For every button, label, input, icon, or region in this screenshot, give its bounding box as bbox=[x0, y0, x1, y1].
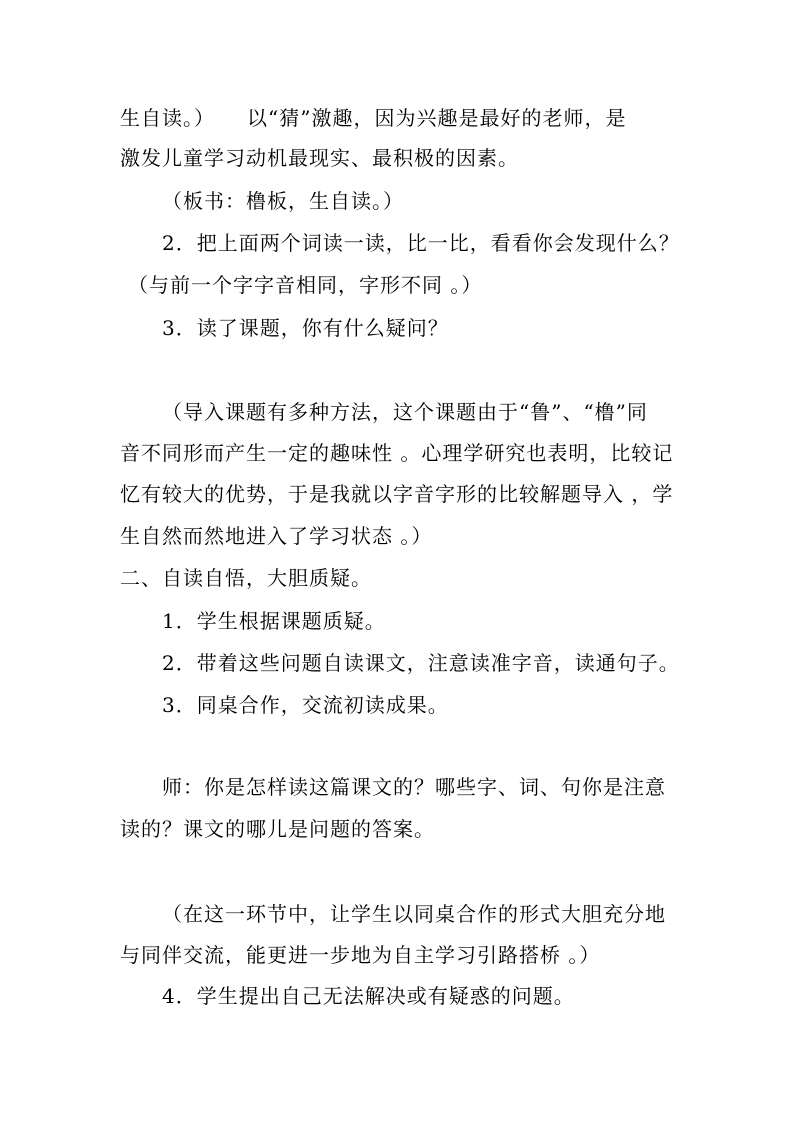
text-line: （导入课题有多种方法，这个课题由于“鲁”、“橹”同 bbox=[162, 400, 648, 424]
text-line: 师：你是怎样读这篇课文的？哪些字、词、句你是注意 bbox=[162, 775, 666, 799]
text-line: 2．带着这些问题自读课文，注意读准字音，读通句子。 bbox=[162, 651, 680, 675]
text-line: 3．同桌合作，交流初读成果。 bbox=[162, 693, 449, 717]
text-line: 激发儿童学习动机最现实、最积极的因素。 bbox=[120, 146, 519, 170]
text-line: （在这一环节中，让学生以同桌合作的形式大胆充分地 bbox=[162, 902, 666, 926]
section-heading: 二、自读自悟，大胆质疑。 bbox=[120, 566, 372, 590]
text-line: 4．学生提出自己无法解决或有疑惑的问题。 bbox=[162, 984, 575, 1008]
text-line: 音不同形而产生一定的趣味性 。心理学研究也表明，比较记 bbox=[120, 441, 674, 465]
text-line: 生自然而然地进入了学习状态 。） bbox=[120, 524, 433, 548]
text-line: 生自读。） 以“猜”激趣，因为兴趣是最好的老师，是 bbox=[120, 106, 627, 130]
text-line: 1．学生根据课题质疑。 bbox=[162, 609, 386, 633]
text-line: （与前一个字字音相同，字形不同 。） bbox=[128, 273, 483, 297]
text-line: 与同伴交流，能更进一步地为自主学习引路搭桥 。） bbox=[120, 943, 601, 967]
text-line: 读的？课文的哪儿是问题的答案。 bbox=[120, 817, 435, 841]
text-line: 忆有较大的优势，于是我就以字音字形的比较解题导入 ，学 bbox=[120, 482, 674, 506]
text-line: 3．读了课题，你有什么疑问？ bbox=[162, 316, 449, 340]
text-line: 2．把上面两个词读一读，比一比，看看你会发现什么？ bbox=[162, 231, 680, 255]
text-line: （板书：橹板，生自读。） bbox=[162, 189, 404, 213]
